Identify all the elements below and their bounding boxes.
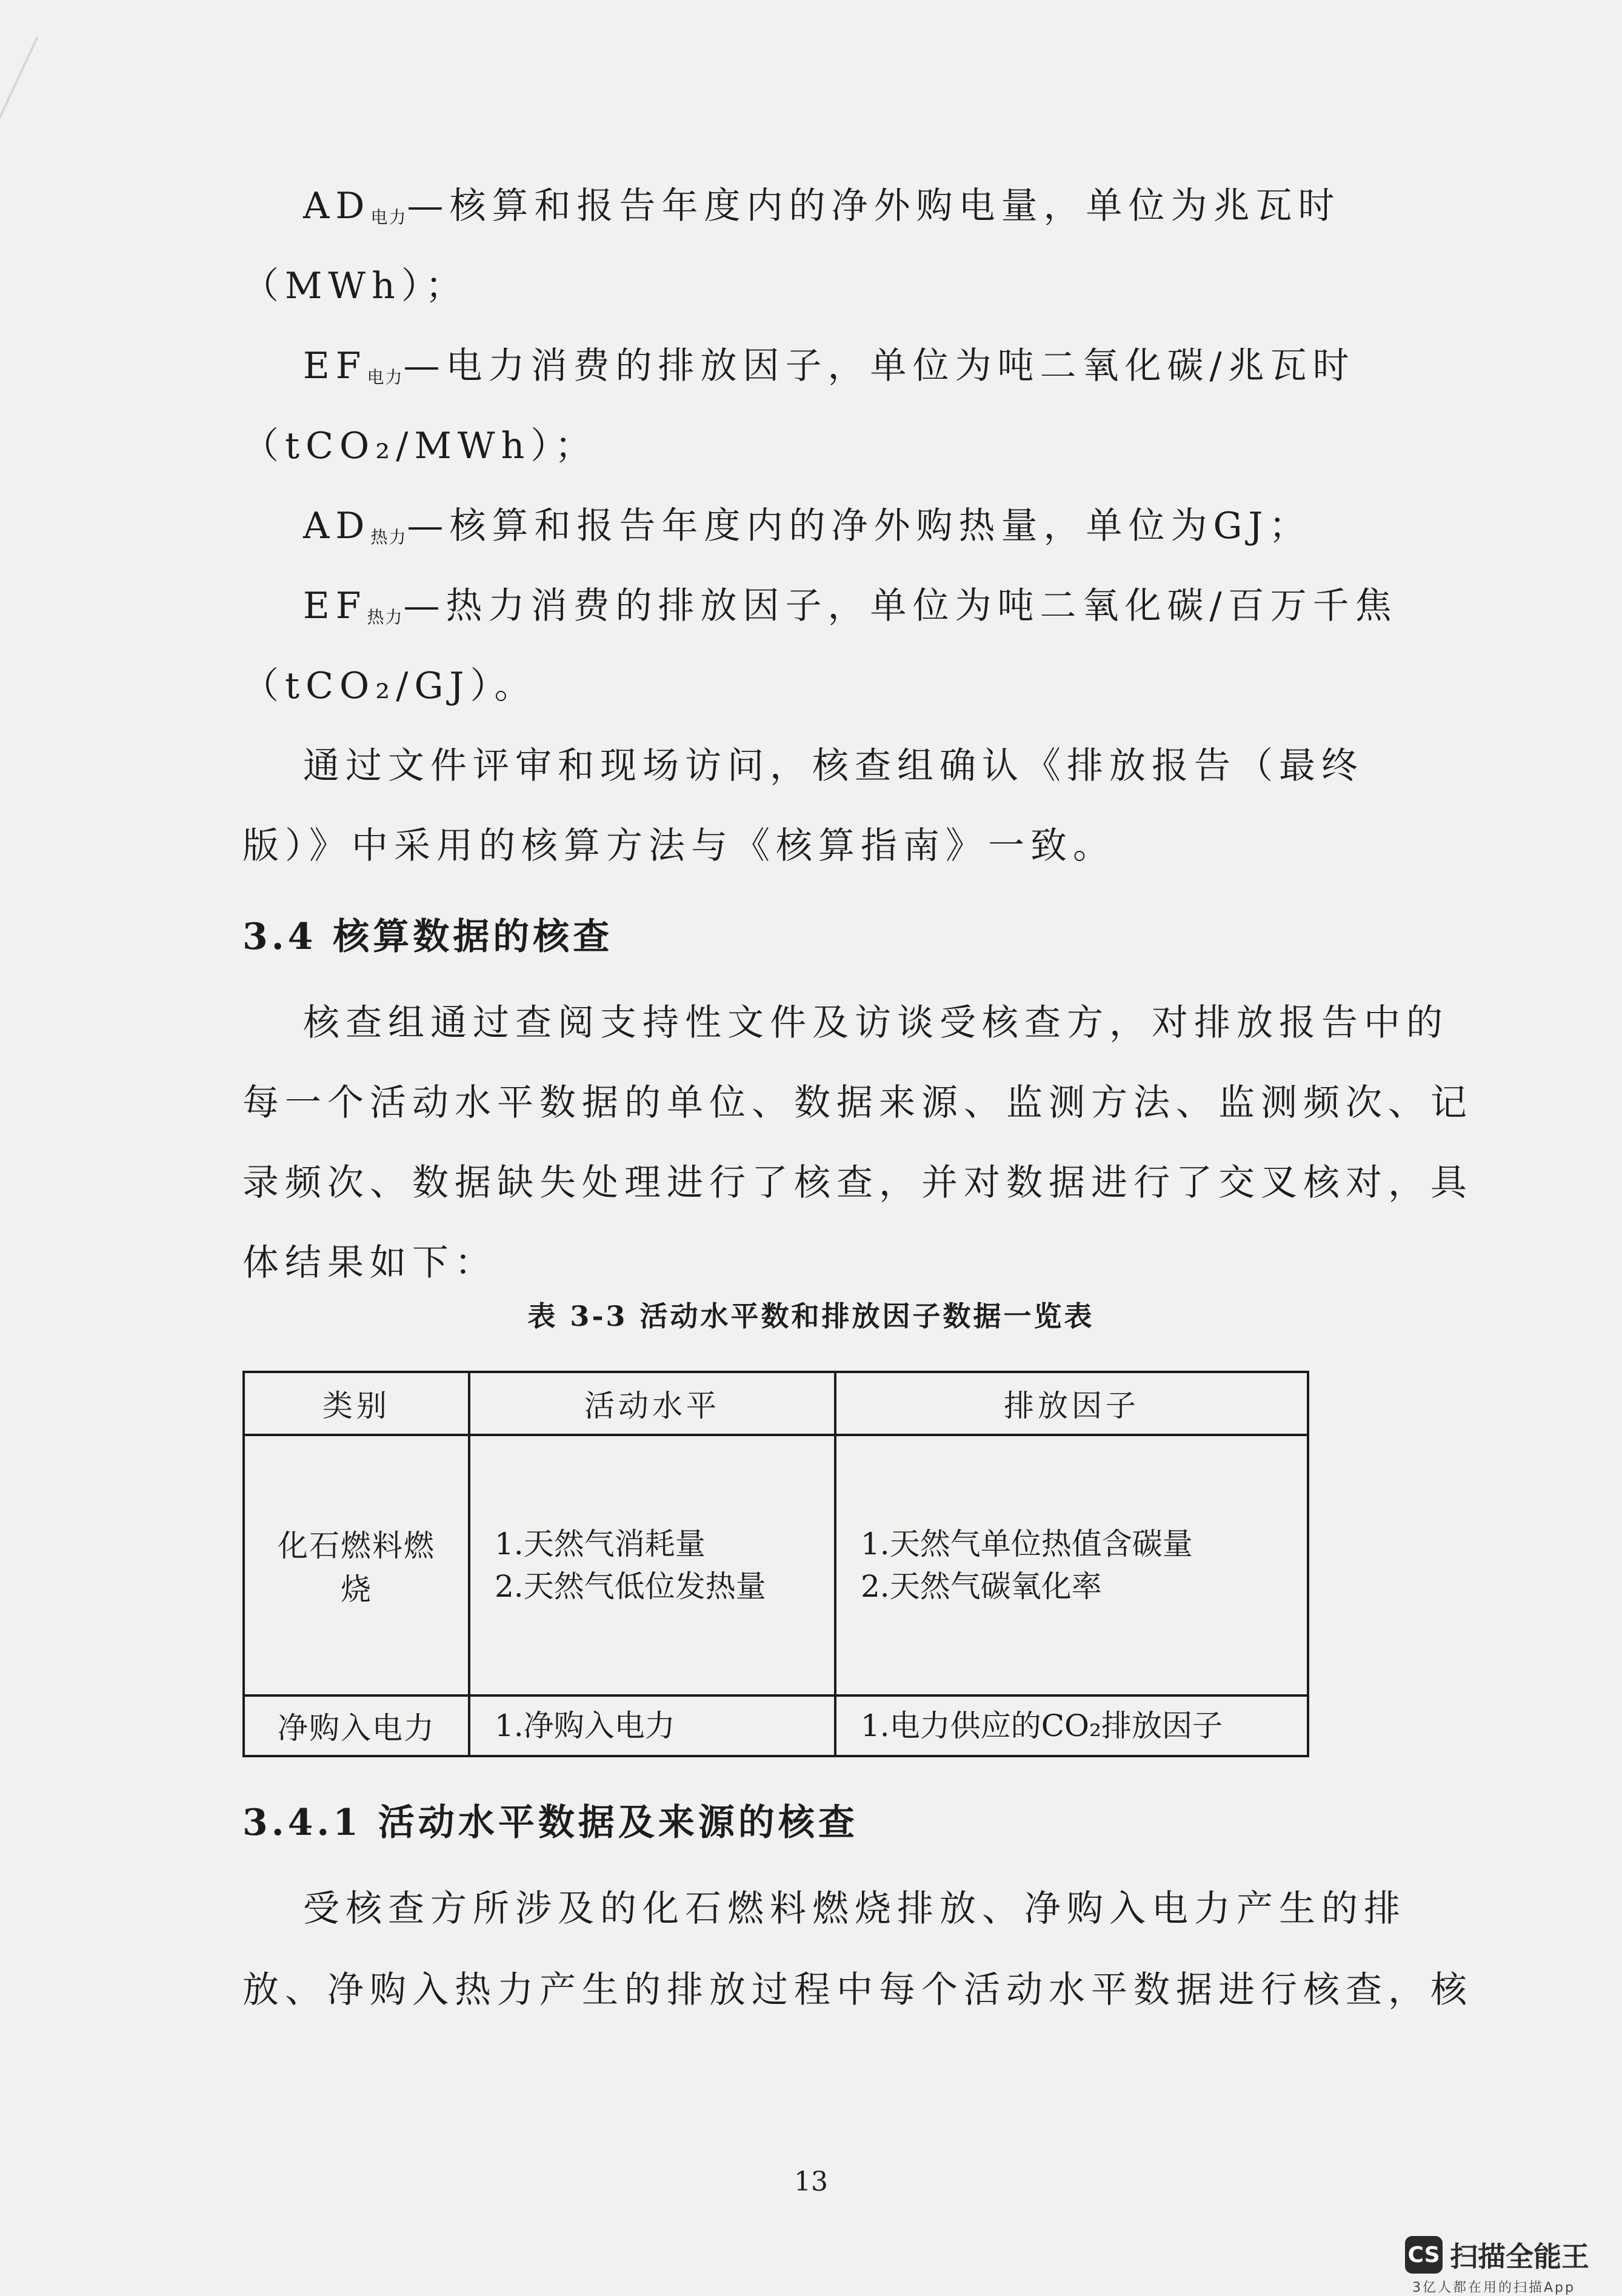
definition-ad-heat	[303, 502, 1311, 562]
table-row	[244, 1435, 1308, 1695]
definition-ef-heat	[303, 582, 1398, 642]
factor-item: 1.天然气单位热值含碳量	[861, 1526, 1193, 1562]
row-factor	[835, 1695, 1308, 1756]
row-factor	[835, 1435, 1308, 1695]
section-paragraph-line: 录频次、数据缺失处理进行了核查，并对数据进行了交叉核对，具	[242, 1162, 1473, 1204]
row-category: 净购入电力	[244, 1695, 469, 1756]
conclusion-paragraph-line: 通过文件评审和现场访问，核查组确认《排放报告（最终	[303, 745, 1364, 787]
unit-tco2-gj-line: （tCO₂/GJ）。	[242, 665, 537, 707]
activity-item: 2.天然气低位发热量	[495, 1569, 766, 1604]
definition-text: —核算和报告年度内的净外购电量，单位为兆瓦时	[407, 185, 1341, 227]
symbol-ef: EF	[303, 345, 367, 387]
activity-item: 1.天然气消耗量	[495, 1526, 706, 1562]
row-activity	[469, 1435, 835, 1695]
scanner-watermark	[1405, 2235, 1589, 2275]
activity-emission-table	[242, 1371, 1309, 1757]
scanner-logo-icon: CS	[1405, 2236, 1443, 2274]
section-paragraph-line: 核查组通过查阅支持性文件及访谈受核查方，对排放报告中的	[303, 1002, 1449, 1044]
factor-item: 2.天然气碳氧化率	[861, 1569, 1102, 1604]
scan-corner-mark	[0, 36, 39, 202]
table-row	[244, 1695, 1308, 1756]
header-activity-level: 活动水平	[469, 1372, 835, 1435]
table-caption: 表 3-3 活动水平数和排放因子数据一览表	[527, 1300, 1095, 1333]
symbol-ef: EF	[303, 585, 367, 627]
section-paragraph-line: 受核查方所涉及的化石燃料燃烧排放、净购入电力产生的排	[303, 1888, 1406, 1930]
unit-mwh-line: （MWh）；	[242, 265, 468, 307]
factor-item: 1.电力供应的CO₂排放因子	[861, 1708, 1223, 1743]
symbol-ad: AD	[303, 185, 371, 227]
scanner-app-name: 扫描全能王	[1450, 2240, 1589, 2273]
section-heading-3-4: 3.4 核算数据的核查	[242, 916, 613, 958]
symbol-ad: AD	[303, 505, 371, 547]
section-paragraph-line: 放、净购入热力产生的排放过程中每个活动水平数据进行核查，核	[242, 1969, 1473, 2011]
definition-ef-electricity	[303, 342, 1355, 402]
header-category: 类别	[244, 1372, 469, 1435]
symbol-subscript: 电力	[367, 367, 404, 387]
definition-text: —电力消费的排放因子，单位为吨二氧化碳/兆瓦时	[403, 345, 1355, 387]
table-header-row	[244, 1372, 1308, 1435]
symbol-subscript: 热力	[367, 607, 404, 627]
section-heading-3-4-1: 3.4.1 活动水平数据及来源的核查	[242, 1802, 858, 1844]
definition-ad-electricity	[303, 182, 1340, 242]
page-number: 13	[794, 2166, 828, 2197]
scanner-tagline: 3亿人都在用的扫描App	[1412, 2280, 1575, 2295]
section-paragraph-line: 体结果如下：	[242, 1242, 497, 1284]
symbol-subscript: 热力	[370, 527, 407, 547]
definition-text: —核算和报告年度内的净外购热量，单位为GJ；	[407, 505, 1312, 547]
row-category: 化石燃料燃烧	[244, 1435, 469, 1695]
header-emission-factor: 排放因子	[835, 1372, 1308, 1435]
definition-text: —热力消费的排放因子，单位为吨二氧化碳/百万千焦	[403, 585, 1398, 627]
conclusion-paragraph-line: 版）》中采用的核算方法与《核算指南》一致。	[242, 825, 1115, 867]
section-paragraph-line: 每一个活动水平数据的单位、数据来源、监测方法、监测频次、记	[242, 1082, 1473, 1124]
symbol-subscript: 电力	[370, 207, 407, 227]
unit-tco2-mwh-line: （tCO₂/MWh）；	[242, 425, 598, 467]
row-activity	[469, 1695, 835, 1756]
activity-item: 1.净购入电力	[495, 1708, 675, 1743]
